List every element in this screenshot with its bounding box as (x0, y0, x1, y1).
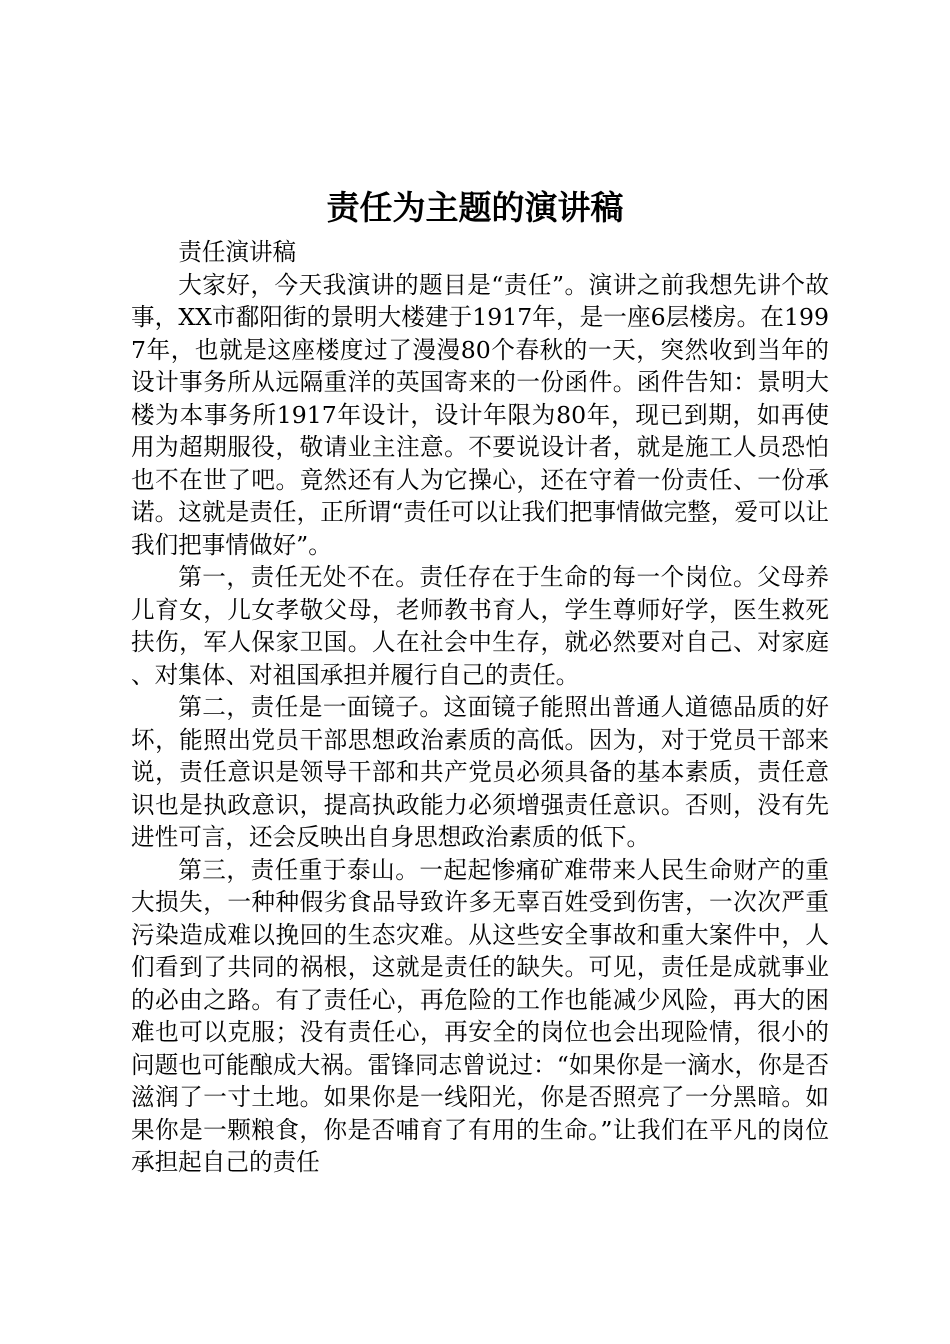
paragraph-first-point: 第一，责任无处不在。责任存在于生命的每一个岗位。父母养儿育女，儿女孝敬父母，老师教书育人，学生尊师好学，医生救死扶伤，军人保家卫国。人在社会中生存，就必然要对自己、对家庭、对集体、对祖国承担并履行自己的责任。 (131, 563, 829, 689)
paragraph-third-point: 第三，责任重于泰山。一起起惨痛矿难带来人民生命财产的重大损失，一种种假劣食品导致许多无辜百姓受到伤害，一次次严重污染造成难以挽回的生态灾难。从这些安全事故和重大案件中，人们看到了共同的祸根，这就是责任的缺失。可见，责任是成就事业的必由之路。有了责任心，再危险的工作也能减少风险，再大的困难也可以克服；没有责任心，再安全的岗位也会出现险情，很小的问题也可能酿成大祸。雷锋同志曾说过：“如果你是一滴水，你是否滋润了一寸土地。如果你是一线阳光，你是否照亮了一分黑暗。如果你是一颗粮食，你是否哺育了有用的生命。”让我们在平凡的岗位承担起自己的责任 (131, 855, 829, 1176)
document-body (131, 236, 829, 1179)
document-title: 责任为主题的演讲稿 (326, 188, 624, 227)
paragraph-intro: 大家好，今天我演讲的题目是“责任”。演讲之前我想先讲个故事，XX市鄱阳街的景明大楼建于1917年，是一座6层楼房。在1997年，也就是这座楼度过了漫漫80个春秋的一天，突然收到当年的设计事务所从远隔重洋的英国寄来的一份函件。函件告知：景明大楼为本事务所1917年设计，设计年限为80年，现已到期，如再使用为超期服役，敬请业主注意。不要说设计者，就是施工人员恐怕也不在世了吧。竟然还有人为它操心，还在守着一份责任、一份承诺。这就是责任，正所谓“责任可以让我们把事情做完整，爱可以让我们把事情做好”。 (131, 270, 829, 559)
paragraph-second-point: 第二，责任是一面镜子。这面镜子能照出普通人道德品质的好坏，能照出党员干部思想政治素质的高低。因为，对于党员干部来说，责任意识是领导干部和共产党员必须具备的基本素质，责任意识也是执政意识，提高执政能力必须增强责任意识。否则，没有先进性可言，还会反映出自身思想政治素质的低下。 (131, 693, 829, 851)
paragraph-subtitle: 责任演讲稿 (178, 238, 297, 266)
